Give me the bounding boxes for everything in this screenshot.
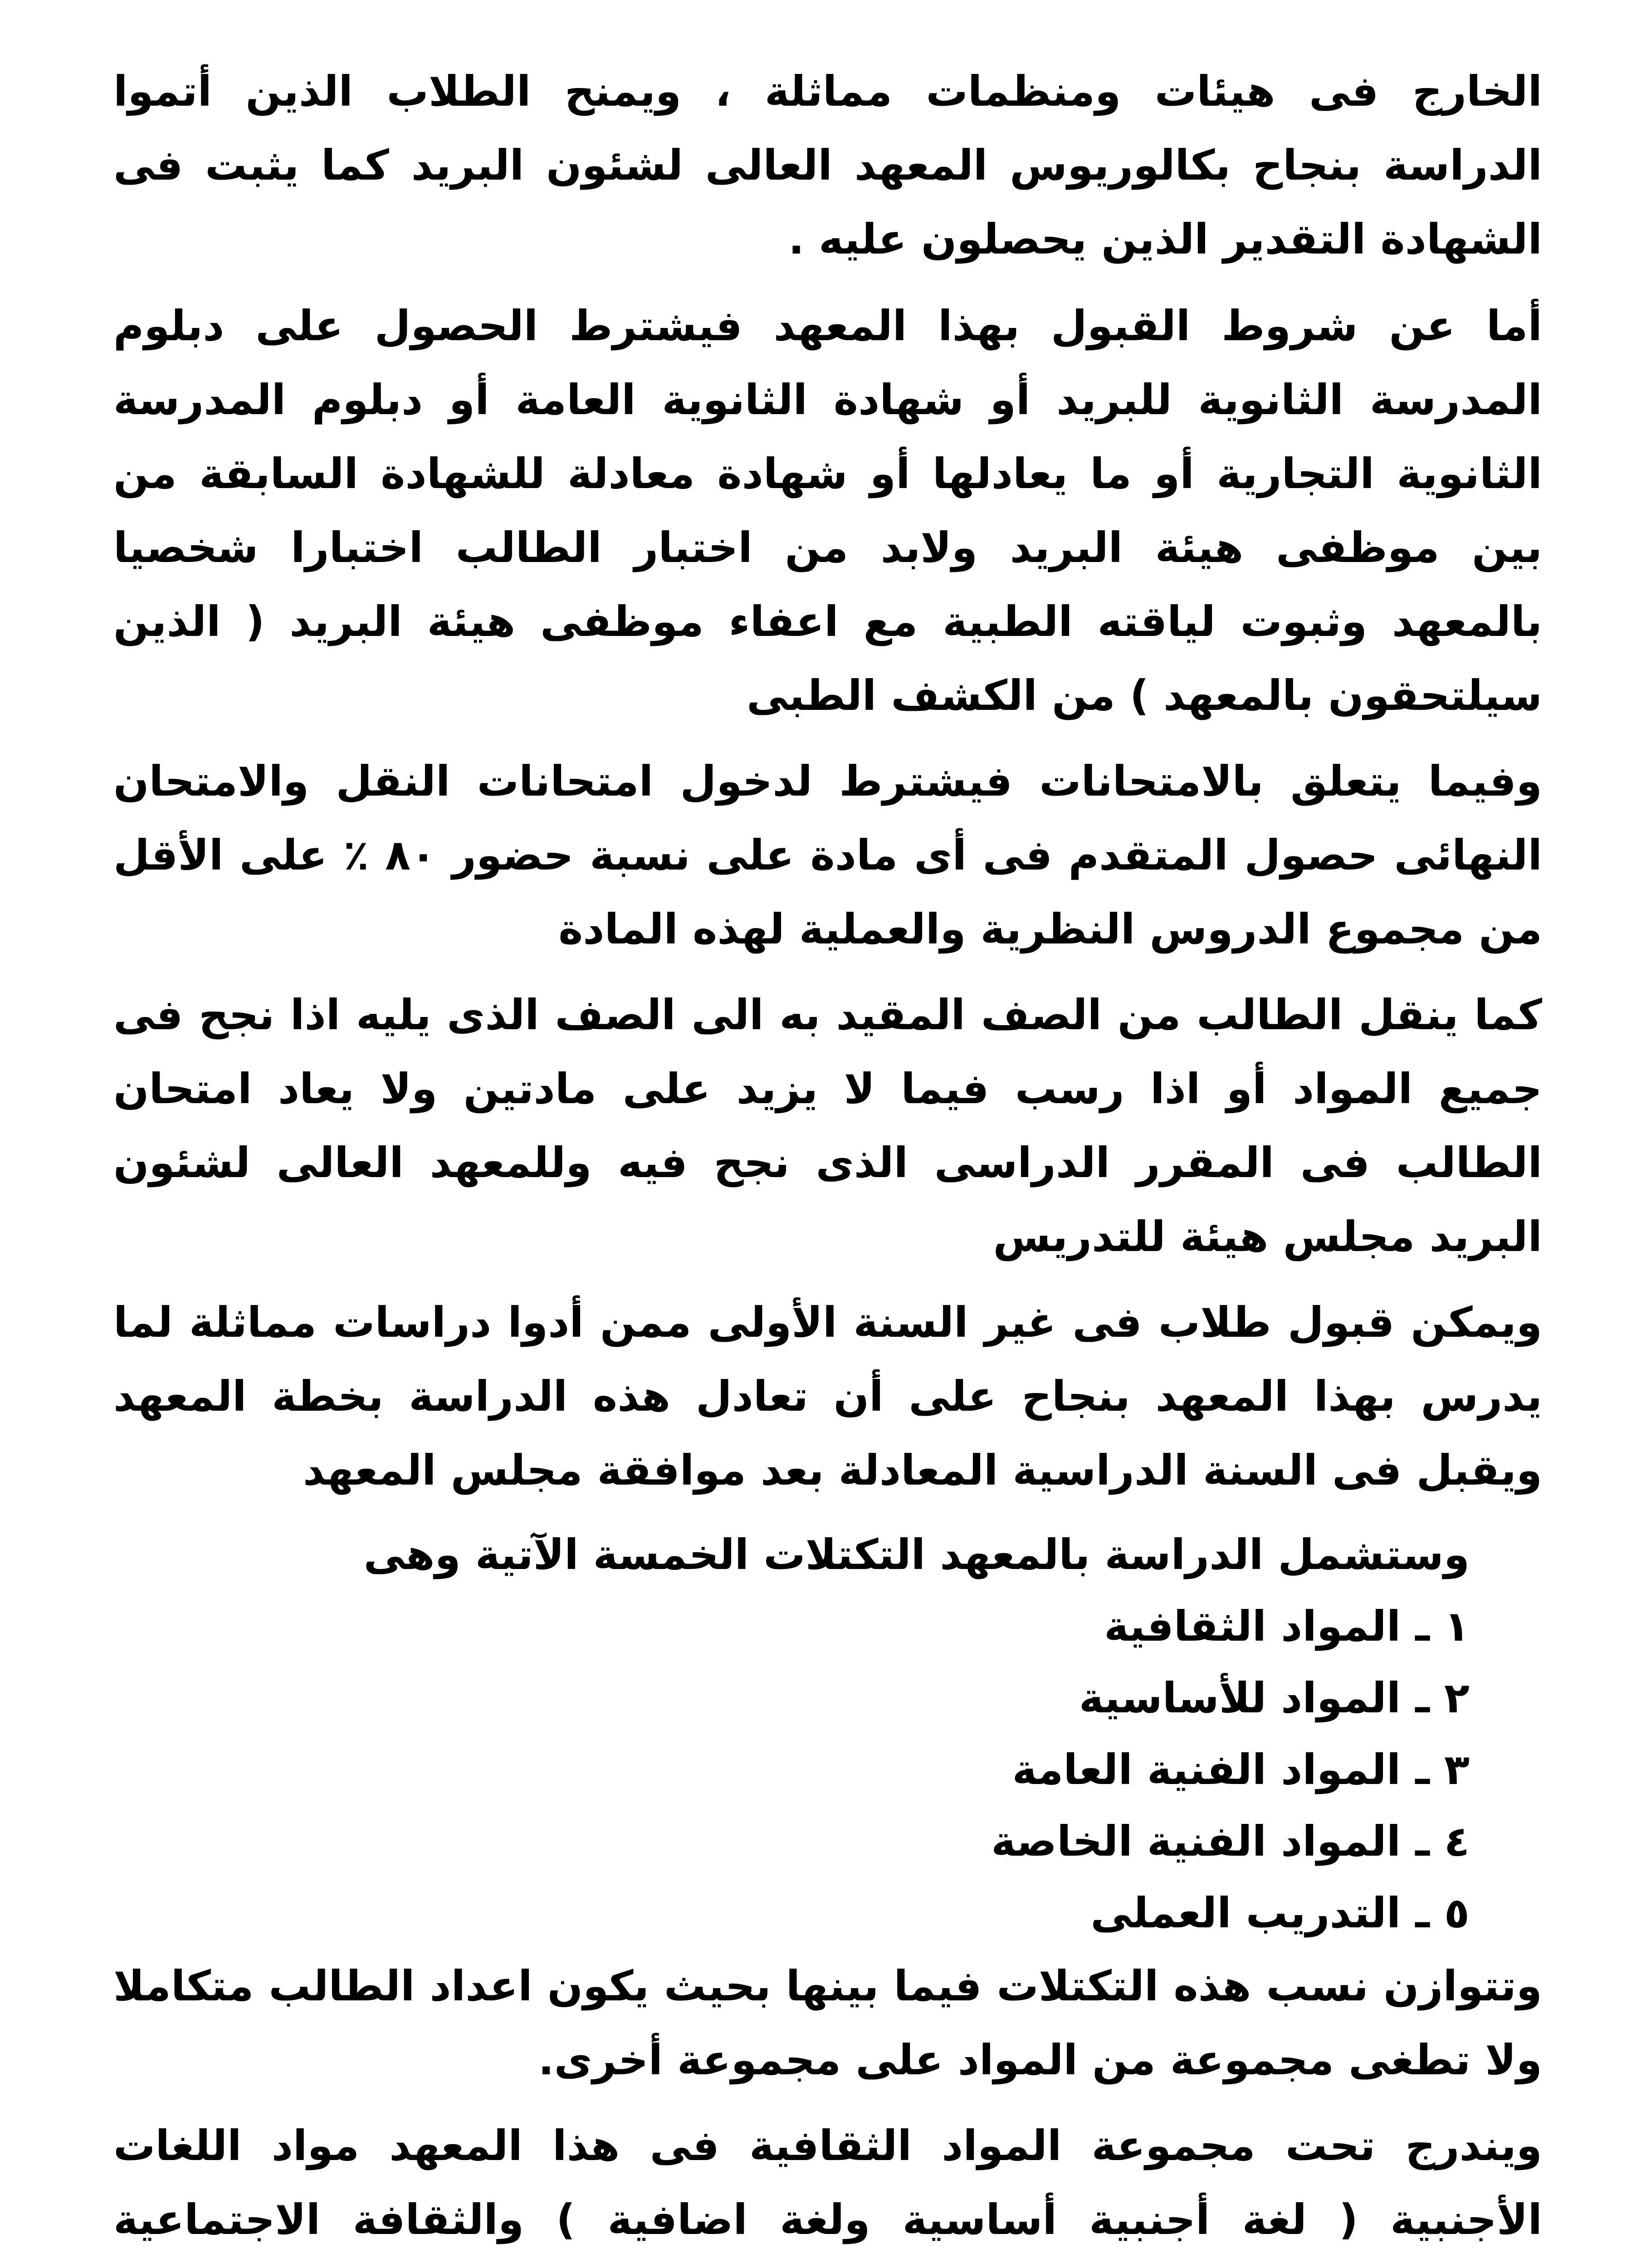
paragraph-cultural-subjects: ويندرج تحت مجموعة المواد الثقافية فى هذا المعهد مواد اللغات الأجنبية ( لغة أجنبية أساسية ولغة اضافية ) والثقافة الاجتماعية bbox=[113, 2121, 1542, 2244]
list-item: ٣ ـ المواد الفنية العامة bbox=[1012, 1745, 1470, 1794]
paragraph-transfer-students: ويمكن قبول طلاب فى غير السنة الأولى ممن أدوا دراسات مماثلة لما يدرس بهذا المعهد بنجاح على أن تعادل هذه الدراسة بخطة المعهد ويقبل فى السنة الدراسية المعادلة بعد موافقة مجلس المعهد bbox=[113, 1298, 1542, 1495]
list-item: ٥ ـ التدريب العملى bbox=[1090, 1889, 1470, 1937]
study-blocks-list bbox=[113, 1519, 1470, 1949]
list-item: ٢ ـ المواد للأساسية bbox=[1079, 1674, 1470, 1722]
document-page bbox=[113, 54, 1542, 2268]
paragraph-graduation: الخارج فى هيئات ومنظمات مماثلة ، ويمنح الطلاب الذين أتموا الدراسة بنجاح بكالوريوس المعهد العالى لشئون البريد كما يثبت فى الشهادة التقدير الذين يحصلون عليه . bbox=[113, 67, 1542, 264]
list-intro: وستشمل الدراسة بالمعهد التكتلات الخمسة الآتية وهى bbox=[363, 1530, 1470, 1579]
list-item: ٤ ـ المواد الفنية الخاصة bbox=[991, 1817, 1470, 1866]
list-item: ١ ـ المواد الثقافية bbox=[1104, 1602, 1470, 1651]
paragraph-admission-requirements: أما عن شروط القبول بهذا المعهد فيشترط الحصول على دبلوم المدرسة الثانوية للبريد أو شهادة الثانوية العامة أو دبلوم المدرسة الثانوية التجارية أو ما يعادلها أو شهادة معادلة للشهادة السابقة من بين موظفى هيئة البريد ولابد من اختبار الطالب اختبارا شخصيا بالمعهد وثبوت لياقته الطبية مع اعفاء موظفى هيئة البريد ( الذين سيلتحقون بالمعهد ) من الكشف الطبى bbox=[113, 302, 1542, 720]
paragraph-exams: وفيما يتعلق بالامتحانات فيشترط لدخول امتحانات النقل والامتحان النهائى حصول المتقدم فى أى مادة على نسبة حضور ٨٠ ٪ على الأقل من مجموع الدروس النظرية والعملية لهذه المادة bbox=[113, 757, 1542, 953]
paragraph-balance: وتتوازن نسب هذه التكتلات فيما بينها بحيث يكون اعداد الطالب متكاملا ولا تطغى مجموعة من المواد على مجموعة أخرى. bbox=[113, 1962, 1542, 2084]
paragraph-promotion: كما ينقل الطالب من الصف المقيد به الى الصف الذى يليه اذا نجح فى جميع المواد أو اذا رسب فيما لا يزيد على مادتين ولا يعاد امتحان الطالب فى المقرر الدراسى الذى نجح فيه وللمعهد العالى لشئون البريد مجلس هيئة للتدريس bbox=[113, 991, 1542, 1261]
